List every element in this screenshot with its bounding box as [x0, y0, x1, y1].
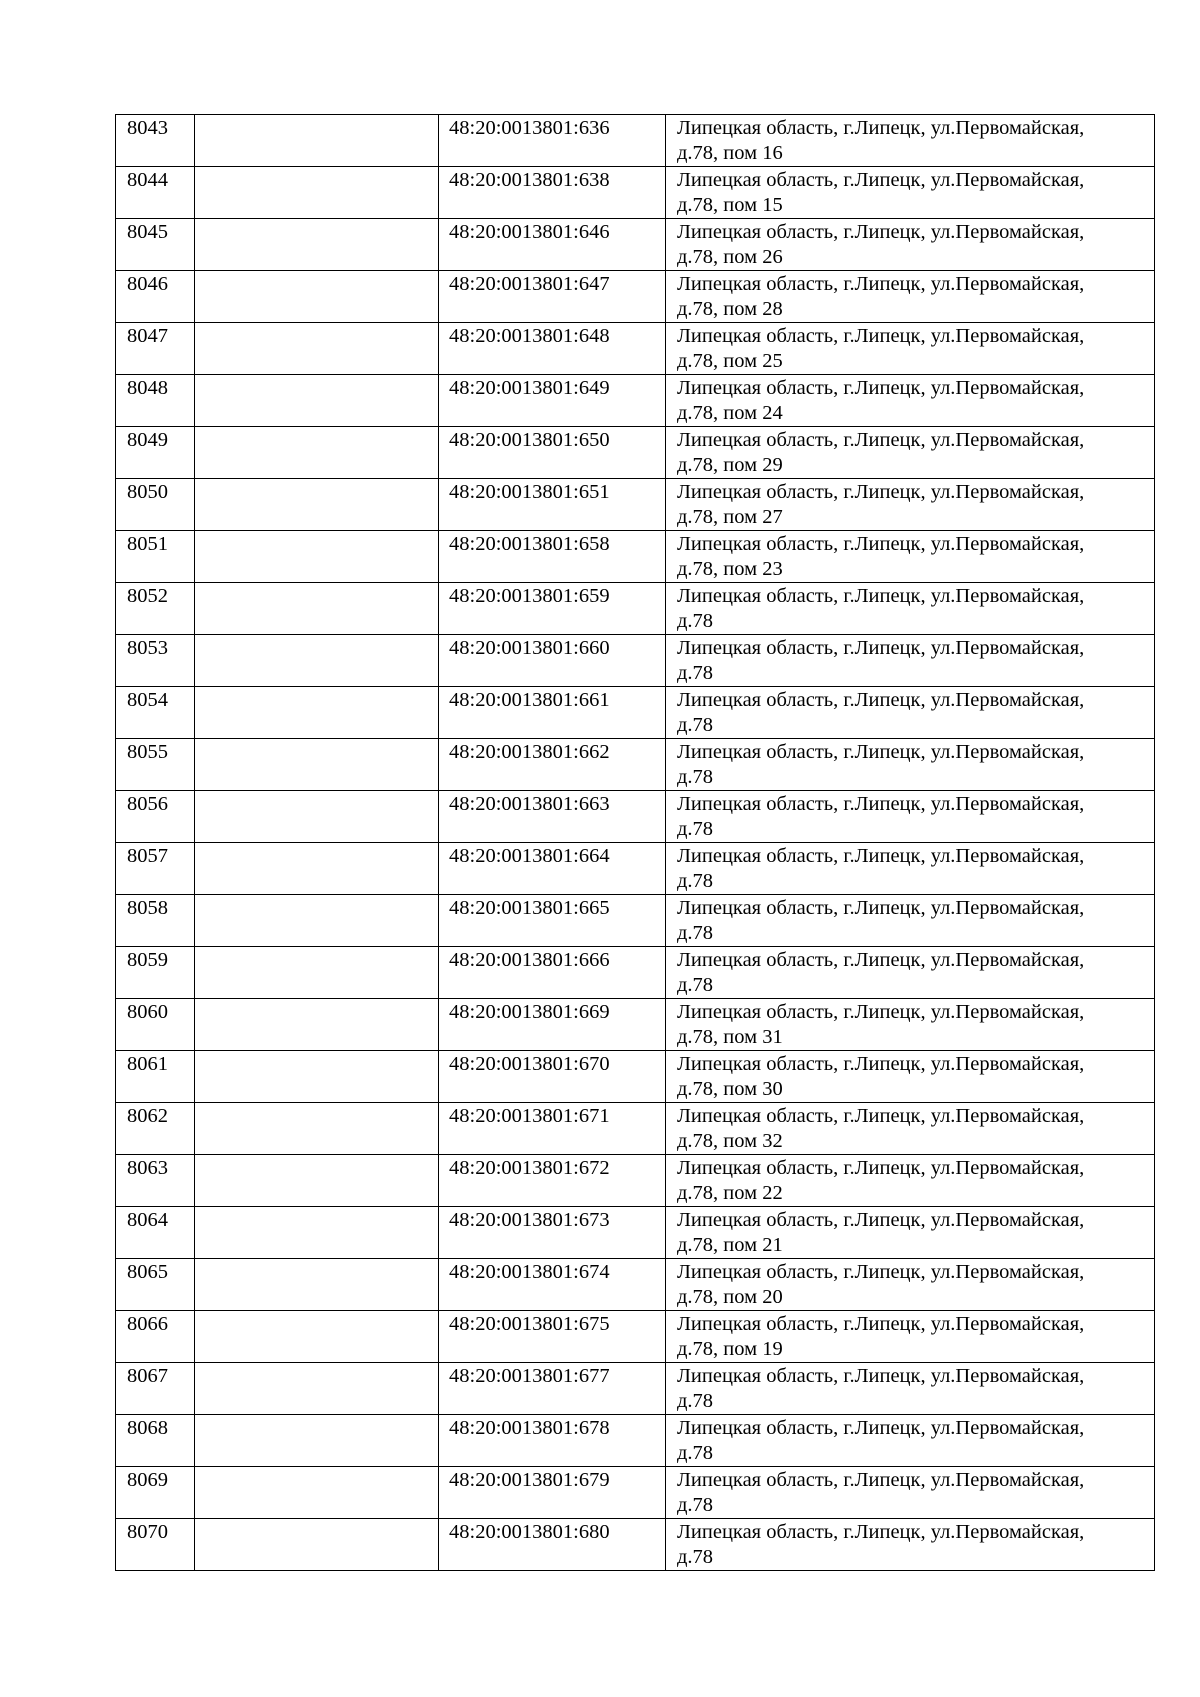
- empty-cell: [195, 791, 439, 843]
- table-row: [116, 1155, 1155, 1207]
- address-line-1: Липецкая область, г.Липецк, ул.Первомайская,: [677, 637, 1085, 659]
- table-row: [116, 947, 1155, 999]
- row-number-cell: [116, 531, 195, 583]
- table-row: [116, 219, 1155, 271]
- address-line-2: д.78, пом 20: [677, 1286, 783, 1308]
- address-line-1: Липецкая область, г.Липецк, ул.Первомайская,: [677, 585, 1085, 607]
- address-line-1: Липецкая область, г.Липецк, ул.Первомайская,: [677, 897, 1085, 919]
- row-number: 8053: [127, 637, 168, 659]
- empty-cell: [195, 271, 439, 323]
- table-row: [116, 115, 1155, 167]
- address-line-2: д.78: [677, 714, 714, 736]
- address-cell: [666, 1467, 1155, 1519]
- empty-cell-text: [203, 739, 432, 740]
- address-line-2: д.78, пом 16: [677, 142, 783, 164]
- address-cell: [666, 895, 1155, 947]
- table-row: [116, 1467, 1155, 1519]
- row-number-cell: [116, 323, 195, 375]
- address-line-2: д.78, пом 32: [677, 1130, 783, 1152]
- address-cell: [666, 791, 1155, 843]
- row-number: 8050: [127, 481, 168, 503]
- table-row: [116, 843, 1155, 895]
- row-number: 8066: [127, 1313, 168, 1335]
- empty-cell: [195, 947, 439, 999]
- address-line-1: Липецкая область, г.Липецк, ул.Первомайская,: [677, 117, 1085, 139]
- address-line-2: д.78: [677, 974, 714, 996]
- address-line-2: д.78: [677, 610, 714, 632]
- empty-cell-text: [203, 895, 432, 896]
- address-cell: [666, 999, 1155, 1051]
- cadastral-number: 48:20:0013801:661: [449, 689, 610, 711]
- row-number: 8055: [127, 741, 168, 763]
- address-line-2: д.78, пом 29: [677, 454, 783, 476]
- cadastral-number-cell: [439, 791, 666, 843]
- address-cell: [666, 687, 1155, 739]
- address-cell: [666, 635, 1155, 687]
- row-number-cell: [116, 1207, 195, 1259]
- table-row: [116, 1259, 1155, 1311]
- address-line-2: д.78, пом 19: [677, 1338, 783, 1360]
- row-number: 8064: [127, 1209, 168, 1231]
- address-line-2: д.78, пом 24: [677, 402, 783, 424]
- row-number-cell: [116, 1519, 195, 1571]
- row-number: 8051: [127, 533, 168, 555]
- address-cell: [666, 167, 1155, 219]
- empty-cell-text: [203, 1051, 432, 1052]
- empty-cell-text: [203, 427, 432, 428]
- address-line-1: Липецкая область, г.Липецк, ул.Первомайская,: [677, 429, 1085, 451]
- address-line-1: Липецкая область, г.Липецк, ул.Первомайская,: [677, 949, 1085, 971]
- cadastral-number: 48:20:0013801:665: [449, 897, 610, 919]
- empty-cell: [195, 167, 439, 219]
- row-number: 8068: [127, 1417, 168, 1439]
- row-number-cell: [116, 1103, 195, 1155]
- address-line-1: Липецкая область, г.Липецк, ул.Первомайская,: [677, 1105, 1085, 1127]
- table-row: [116, 167, 1155, 219]
- row-number-cell: [116, 999, 195, 1051]
- address-line-1: Липецкая область, г.Липецк, ул.Первомайская,: [677, 845, 1085, 867]
- empty-cell: [195, 1415, 439, 1467]
- address-line-2: д.78: [677, 818, 714, 840]
- table-row: [116, 583, 1155, 635]
- address-line-2: д.78: [677, 922, 714, 944]
- row-number-cell: [116, 1051, 195, 1103]
- cadastral-number-cell: [439, 115, 666, 167]
- address-cell: [666, 1207, 1155, 1259]
- cadastral-number-cell: [439, 167, 666, 219]
- cadastral-number-cell: [439, 947, 666, 999]
- empty-cell-text: [203, 635, 432, 636]
- empty-cell: [195, 739, 439, 791]
- cadastral-number-cell: [439, 635, 666, 687]
- cadastral-number: 48:20:0013801:660: [449, 637, 610, 659]
- registry-table-body: [116, 115, 1155, 1571]
- cadastral-number-cell: [439, 1103, 666, 1155]
- row-number-cell: [116, 947, 195, 999]
- empty-cell-text: [203, 167, 432, 168]
- row-number: 8046: [127, 273, 168, 295]
- address-cell: [666, 739, 1155, 791]
- address-line-1: Липецкая область, г.Липецк, ул.Первомайская,: [677, 169, 1085, 191]
- cadastral-number: 48:20:0013801:675: [449, 1313, 610, 1335]
- address-line-1: Липецкая область, г.Липецк, ул.Первомайская,: [677, 1261, 1085, 1283]
- address-line-1: Липецкая область, г.Липецк, ул.Первомайская,: [677, 273, 1085, 295]
- empty-cell: [195, 1207, 439, 1259]
- empty-cell: [195, 895, 439, 947]
- row-number-cell: [116, 635, 195, 687]
- cadastral-number-cell: [439, 1415, 666, 1467]
- address-cell: [666, 531, 1155, 583]
- row-number: 8052: [127, 585, 168, 607]
- table-row: [116, 531, 1155, 583]
- row-number-cell: [116, 427, 195, 479]
- address-cell: [666, 271, 1155, 323]
- row-number: 8065: [127, 1261, 168, 1283]
- address-line-2: д.78, пом 22: [677, 1182, 783, 1204]
- cadastral-number: 48:20:0013801:674: [449, 1261, 610, 1283]
- row-number: 8044: [127, 169, 168, 191]
- address-line-2: д.78: [677, 1442, 714, 1464]
- empty-cell-text: [203, 531, 432, 532]
- empty-cell-text: [203, 375, 432, 376]
- table-row: [116, 1207, 1155, 1259]
- empty-cell-text: [203, 791, 432, 792]
- row-number-cell: [116, 1415, 195, 1467]
- table-row: [116, 1051, 1155, 1103]
- table-row: [116, 1415, 1155, 1467]
- table-row: [116, 375, 1155, 427]
- cadastral-number-cell: [439, 1207, 666, 1259]
- address-line-1: Липецкая область, г.Липецк, ул.Первомайская,: [677, 1001, 1085, 1023]
- address-line-2: д.78, пом 21: [677, 1234, 783, 1256]
- table-row: [116, 739, 1155, 791]
- cadastral-number-cell: [439, 1051, 666, 1103]
- empty-cell-text: [203, 1467, 432, 1468]
- row-number-cell: [116, 791, 195, 843]
- row-number: 8054: [127, 689, 168, 711]
- address-line-1: Липецкая область, г.Липецк, ул.Первомайская,: [677, 325, 1085, 347]
- address-cell: [666, 479, 1155, 531]
- row-number-cell: [116, 1155, 195, 1207]
- row-number-cell: [116, 739, 195, 791]
- cadastral-number-cell: [439, 1519, 666, 1571]
- row-number-cell: [116, 219, 195, 271]
- cadastral-number-cell: [439, 1363, 666, 1415]
- table-row: [116, 895, 1155, 947]
- empty-cell: [195, 635, 439, 687]
- address-line-1: Липецкая область, г.Липецк, ул.Первомайская,: [677, 1157, 1085, 1179]
- address-line-1: Липецкая область, г.Липецк, ул.Первомайская,: [677, 1365, 1085, 1387]
- address-cell: [666, 1103, 1155, 1155]
- cadastral-number: 48:20:0013801:670: [449, 1053, 610, 1075]
- row-number: 8063: [127, 1157, 168, 1179]
- row-number: 8058: [127, 897, 168, 919]
- cadastral-number-cell: [439, 1155, 666, 1207]
- row-number-cell: [116, 895, 195, 947]
- row-number: 8061: [127, 1053, 168, 1075]
- cadastral-number-cell: [439, 375, 666, 427]
- cadastral-number: 48:20:0013801:673: [449, 1209, 610, 1231]
- empty-cell-text: [203, 1103, 432, 1104]
- empty-cell-text: [203, 479, 432, 480]
- empty-cell-text: [203, 1207, 432, 1208]
- cadastral-number-cell: [439, 999, 666, 1051]
- cadastral-number: 48:20:0013801:662: [449, 741, 610, 763]
- cadastral-number-cell: [439, 1467, 666, 1519]
- empty-cell: [195, 1467, 439, 1519]
- empty-cell-text: [203, 583, 432, 584]
- empty-cell: [195, 323, 439, 375]
- cadastral-number-cell: [439, 687, 666, 739]
- cadastral-number-cell: [439, 739, 666, 791]
- cadastral-number: 48:20:0013801:664: [449, 845, 610, 867]
- row-number: 8067: [127, 1365, 168, 1387]
- address-cell: [666, 583, 1155, 635]
- cadastral-number: 48:20:0013801:638: [449, 169, 610, 191]
- row-number-cell: [116, 375, 195, 427]
- empty-cell: [195, 219, 439, 271]
- empty-cell: [195, 531, 439, 583]
- empty-cell-text: [203, 1311, 432, 1312]
- empty-cell: [195, 1259, 439, 1311]
- address-line-2: д.78, пом 15: [677, 194, 783, 216]
- address-line-2: д.78: [677, 766, 714, 788]
- address-line-1: Липецкая область, г.Липецк, ул.Первомайская,: [677, 481, 1085, 503]
- cadastral-number-cell: [439, 583, 666, 635]
- empty-cell: [195, 1363, 439, 1415]
- cadastral-number: 48:20:0013801:677: [449, 1365, 610, 1387]
- cadastral-number: 48:20:0013801:659: [449, 585, 610, 607]
- cadastral-number-cell: [439, 427, 666, 479]
- cadastral-number: 48:20:0013801:648: [449, 325, 610, 347]
- row-number-cell: [116, 1467, 195, 1519]
- address-line-2: д.78, пом 25: [677, 350, 783, 372]
- address-cell: [666, 375, 1155, 427]
- row-number-cell: [116, 583, 195, 635]
- address-line-2: д.78: [677, 870, 714, 892]
- table-row: [116, 999, 1155, 1051]
- cadastral-number: 48:20:0013801:679: [449, 1469, 610, 1491]
- cadastral-number: 48:20:0013801:646: [449, 221, 610, 243]
- table-row: [116, 687, 1155, 739]
- address-line-2: д.78, пом 30: [677, 1078, 783, 1100]
- address-line-1: Липецкая область, г.Липецк, ул.Первомайская,: [677, 689, 1085, 711]
- empty-cell-text: [203, 843, 432, 844]
- empty-cell: [195, 479, 439, 531]
- address-line-1: Липецкая область, г.Липецк, ул.Первомайская,: [677, 377, 1085, 399]
- table-row: [116, 1103, 1155, 1155]
- cadastral-number-cell: [439, 843, 666, 895]
- empty-cell: [195, 1103, 439, 1155]
- cadastral-number-cell: [439, 323, 666, 375]
- address-line-1: Липецкая область, г.Липецк, ул.Первомайская,: [677, 533, 1085, 555]
- cadastral-number-cell: [439, 479, 666, 531]
- address-cell: [666, 427, 1155, 479]
- cadastral-number-cell: [439, 219, 666, 271]
- cadastral-number-cell: [439, 1311, 666, 1363]
- cadastral-number: 48:20:0013801:649: [449, 377, 610, 399]
- row-number-cell: [116, 167, 195, 219]
- address-cell: [666, 843, 1155, 895]
- cadastral-number: 48:20:0013801:680: [449, 1521, 610, 1543]
- row-number: 8045: [127, 221, 168, 243]
- address-line-1: Липецкая область, г.Липецк, ул.Первомайская,: [677, 1209, 1085, 1231]
- row-number-cell: [116, 479, 195, 531]
- address-line-2: д.78, пом 28: [677, 298, 783, 320]
- address-line-2: д.78: [677, 1390, 714, 1412]
- empty-cell-text: [203, 687, 432, 688]
- cadastral-number: 48:20:0013801:678: [449, 1417, 610, 1439]
- address-cell: [666, 1259, 1155, 1311]
- table-row: [116, 271, 1155, 323]
- address-cell: [666, 115, 1155, 167]
- table-row: [116, 479, 1155, 531]
- row-number: 8056: [127, 793, 168, 815]
- empty-cell: [195, 583, 439, 635]
- row-number: 8043: [127, 117, 168, 139]
- row-number: 8059: [127, 949, 168, 971]
- empty-cell: [195, 1155, 439, 1207]
- address-cell: [666, 947, 1155, 999]
- empty-cell-text: [203, 1363, 432, 1364]
- address-line-2: д.78, пом 26: [677, 246, 783, 268]
- address-line-1: Липецкая область, г.Липецк, ул.Первомайская,: [677, 1053, 1085, 1075]
- address-line-1: Липецкая область, г.Липецк, ул.Первомайская,: [677, 741, 1085, 763]
- cadastral-number: 48:20:0013801:658: [449, 533, 610, 555]
- cadastral-number: 48:20:0013801:647: [449, 273, 610, 295]
- address-line-2: д.78: [677, 1494, 714, 1516]
- row-number: 8049: [127, 429, 168, 451]
- empty-cell-text: [203, 947, 432, 948]
- row-number: 8060: [127, 1001, 168, 1023]
- empty-cell: [195, 1519, 439, 1571]
- empty-cell-text: [203, 1415, 432, 1416]
- empty-cell: [195, 687, 439, 739]
- table-row: [116, 427, 1155, 479]
- row-number: 8070: [127, 1521, 168, 1543]
- row-number: 8069: [127, 1469, 168, 1491]
- row-number-cell: [116, 115, 195, 167]
- address-cell: [666, 323, 1155, 375]
- address-line-1: Липецкая область, г.Липецк, ул.Первомайская,: [677, 1417, 1085, 1439]
- row-number-cell: [116, 1259, 195, 1311]
- cadastral-number: 48:20:0013801:651: [449, 481, 610, 503]
- address-cell: [666, 219, 1155, 271]
- empty-cell-text: [203, 271, 432, 272]
- row-number-cell: [116, 1311, 195, 1363]
- cadastral-number: 48:20:0013801:671: [449, 1105, 610, 1127]
- address-line-1: Липецкая область, г.Липецк, ул.Первомайская,: [677, 1313, 1085, 1335]
- row-number: 8057: [127, 845, 168, 867]
- row-number-cell: [116, 1363, 195, 1415]
- empty-cell-text: [203, 999, 432, 1000]
- cadastral-number-cell: [439, 895, 666, 947]
- cadastral-number: 48:20:0013801:636: [449, 117, 610, 139]
- empty-cell-text: [203, 1155, 432, 1156]
- property-registry-table: [115, 114, 1155, 1571]
- empty-cell: [195, 115, 439, 167]
- address-line-1: Липецкая область, г.Липецк, ул.Первомайская,: [677, 793, 1085, 815]
- table-row: [116, 635, 1155, 687]
- address-line-1: Липецкая область, г.Липецк, ул.Первомайская,: [677, 1521, 1085, 1543]
- address-line-2: д.78, пом 23: [677, 558, 783, 580]
- cadastral-number-cell: [439, 1259, 666, 1311]
- empty-cell-text: [203, 1259, 432, 1260]
- cadastral-number: 48:20:0013801:650: [449, 429, 610, 451]
- empty-cell-text: [203, 1519, 432, 1520]
- empty-cell-text: [203, 219, 432, 220]
- address-line-2: д.78: [677, 662, 714, 684]
- empty-cell-text: [203, 115, 432, 116]
- row-number-cell: [116, 271, 195, 323]
- address-cell: [666, 1155, 1155, 1207]
- address-line-1: Липецкая область, г.Липецк, ул.Первомайская,: [677, 1469, 1085, 1491]
- address-cell: [666, 1415, 1155, 1467]
- empty-cell: [195, 1051, 439, 1103]
- row-number-cell: [116, 687, 195, 739]
- address-line-1: Липецкая область, г.Липецк, ул.Первомайская,: [677, 221, 1085, 243]
- address-cell: [666, 1519, 1155, 1571]
- empty-cell: [195, 375, 439, 427]
- empty-cell: [195, 427, 439, 479]
- empty-cell: [195, 843, 439, 895]
- table-row: [116, 1311, 1155, 1363]
- row-number: 8047: [127, 325, 168, 347]
- address-line-2: д.78, пом 27: [677, 506, 783, 528]
- row-number: 8062: [127, 1105, 168, 1127]
- address-cell: [666, 1051, 1155, 1103]
- address-cell: [666, 1311, 1155, 1363]
- address-line-2: д.78: [677, 1546, 714, 1568]
- cadastral-number: 48:20:0013801:672: [449, 1157, 610, 1179]
- address-line-2: д.78, пом 31: [677, 1026, 783, 1048]
- cadastral-number-cell: [439, 271, 666, 323]
- empty-cell: [195, 1311, 439, 1363]
- table-row: [116, 323, 1155, 375]
- empty-cell: [195, 999, 439, 1051]
- empty-cell-text: [203, 323, 432, 324]
- table-row: [116, 1519, 1155, 1571]
- cadastral-number-cell: [439, 531, 666, 583]
- table-row: [116, 1363, 1155, 1415]
- cadastral-number: 48:20:0013801:666: [449, 949, 610, 971]
- row-number: 8048: [127, 377, 168, 399]
- cadastral-number: 48:20:0013801:663: [449, 793, 610, 815]
- cadastral-number: 48:20:0013801:669: [449, 1001, 610, 1023]
- address-cell: [666, 1363, 1155, 1415]
- table-row: [116, 791, 1155, 843]
- row-number-cell: [116, 843, 195, 895]
